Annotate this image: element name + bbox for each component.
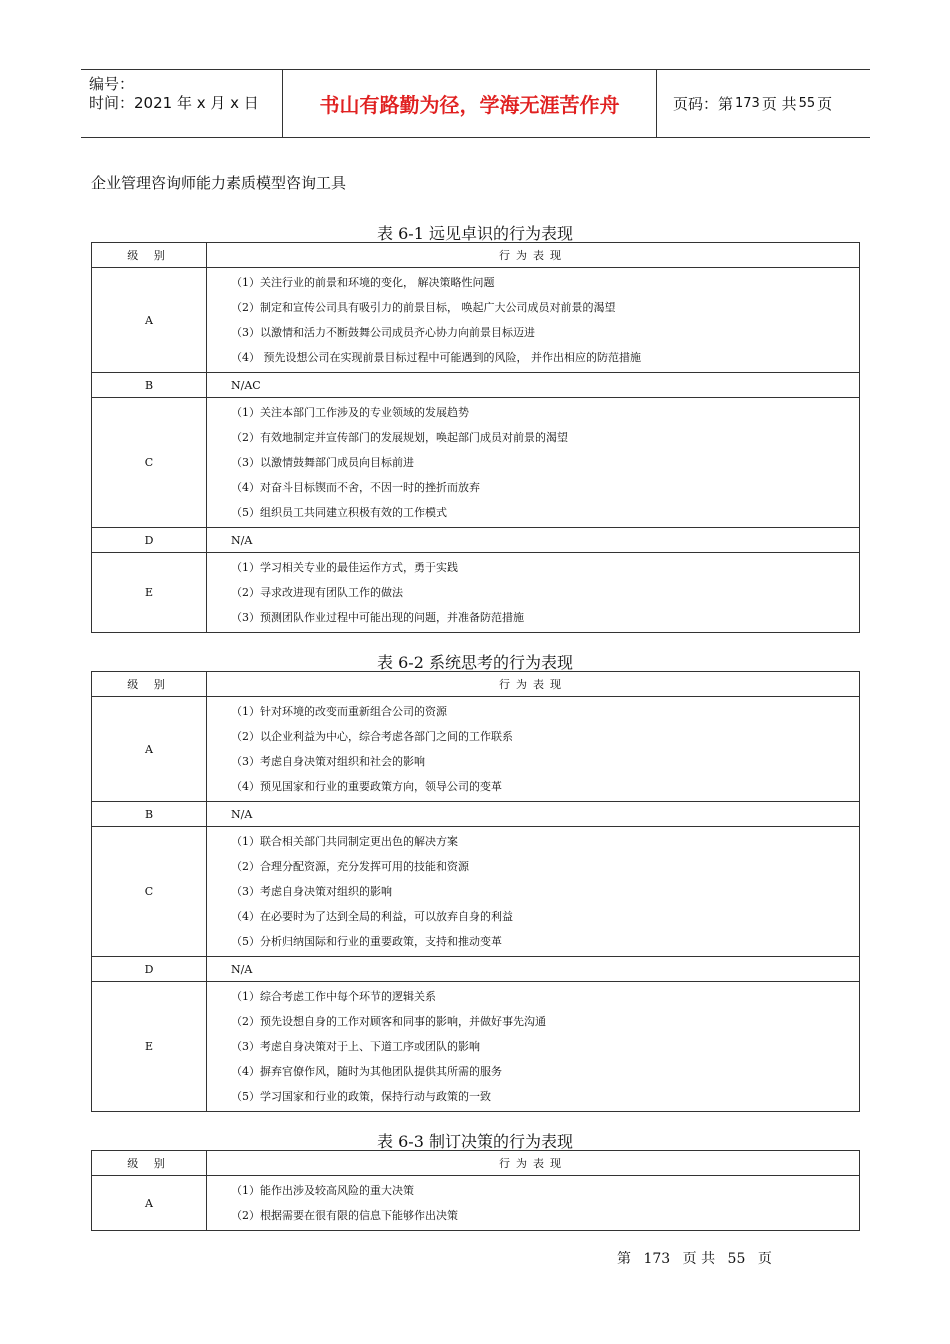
behavior-item: （3）考虑自身决策对组织和社会的影响 xyxy=(231,755,425,768)
behavior-item: （5）学习国家和行业的政策，保持行动与政策的一致 xyxy=(231,1090,491,1103)
behavior-item: （2）预先设想自身的工作对顾客和同事的影响，并做好事先沟通 xyxy=(231,1015,546,1028)
level-column-header: 级 别 xyxy=(92,1151,207,1176)
behavior-item: （1）关注行业的前景和环境的变化， 解决策略性问题 xyxy=(231,276,495,289)
level-column-header: 级 别 xyxy=(92,672,207,697)
behavior-item: （1）关注本部门工作涉及的专业领域的发展趋势 xyxy=(231,406,469,419)
behavior-cell xyxy=(207,268,860,373)
table-row xyxy=(92,398,860,528)
na-cell: N/AC xyxy=(207,373,860,398)
table-title: 表 6-2 系统思考的行为表现 xyxy=(377,653,573,672)
page-indicator xyxy=(665,70,870,137)
table-row xyxy=(92,802,860,827)
level-cell: B xyxy=(92,802,207,827)
table-title: 表 6-3 制订决策的行为表现 xyxy=(377,1132,573,1151)
behavior-cell xyxy=(207,697,860,802)
table-row xyxy=(92,1176,860,1231)
level-cell: C xyxy=(92,398,207,528)
level-cell: D xyxy=(92,528,207,553)
table-row xyxy=(92,528,860,553)
behavior-item: （3）预测团队作业过程中可能出现的问题，并准备防范措施 xyxy=(231,611,524,624)
footer-suffix: 页 xyxy=(757,1251,772,1267)
behavior-column-header: 行为表现 xyxy=(207,243,860,268)
behavior-column-header: 行为表现 xyxy=(207,672,860,697)
table-row xyxy=(92,553,860,633)
level-cell: A xyxy=(92,1176,207,1231)
behavior-table xyxy=(91,671,860,1112)
level-cell: D xyxy=(92,957,207,982)
page-header xyxy=(81,69,870,138)
behavior-cell xyxy=(207,982,860,1112)
behavior-item: （5）组织员工共同建立积极有效的工作模式 xyxy=(231,506,447,519)
behavior-column-header: 行为表现 xyxy=(207,1151,860,1176)
table-row xyxy=(92,268,860,373)
level-cell: B xyxy=(92,373,207,398)
na-cell: N/A xyxy=(207,528,860,553)
table-row xyxy=(92,957,860,982)
behavior-item: （1）联合相关部门共同制定更出色的解决方案 xyxy=(231,835,458,848)
behavior-item: （4）在必要时为了达到全局的利益，可以放弃自身的利益 xyxy=(231,910,513,923)
table-row xyxy=(92,697,860,802)
level-cell: C xyxy=(92,827,207,957)
header-meta xyxy=(81,70,281,137)
level-cell: A xyxy=(92,268,207,373)
table-row xyxy=(92,982,860,1112)
footer-prefix: 第 xyxy=(617,1251,631,1267)
behavior-item: （2）制定和宣传公司具有吸引力的前景目标， 唤起广大公司成员对前景的渴望 xyxy=(231,301,616,314)
table-row xyxy=(92,827,860,957)
behavior-item: （4）摒弃官僚作风，随时为其他团队提供其所需的服务 xyxy=(231,1065,502,1078)
behavior-item: （4）对奋斗目标锲而不舍，不因一时的挫折而放弃 xyxy=(231,481,480,494)
table-title: 表 6-1 远见卓识的行为表现 xyxy=(377,224,573,243)
behavior-item: （2）以企业利益为中心，综合考虑各部门之间的工作联系 xyxy=(231,730,513,743)
page-current: 173 xyxy=(735,96,760,111)
footer-current: 173 xyxy=(643,1251,671,1267)
motto: 书山有路勤为径，学海无涯苦作舟 xyxy=(282,70,657,137)
number-label: 编号： xyxy=(89,75,135,93)
behavior-item: （1）能作出涉及较高风险的重大决策 xyxy=(231,1184,414,1197)
na-cell: N/A xyxy=(207,802,860,827)
behavior-item: （3）以激情鼓舞部门成员向目标前进 xyxy=(231,456,414,469)
behavior-item: （4） 预先设想公司在实现前景目标过程中可能遇到的风险， 并作出相应的防范措施 xyxy=(231,351,641,364)
level-cell: A xyxy=(92,697,207,802)
intro-text: 企业管理咨询师能力素质模型咨询工具 xyxy=(91,174,347,192)
behavior-item: （5）分析归纳国际和行业的重要政策，支持和推动变革 xyxy=(231,935,502,948)
level-column-header: 级 别 xyxy=(92,243,207,268)
time-label: 时间：2021 年 x 月 x 日 xyxy=(89,94,259,112)
level-cell: E xyxy=(92,982,207,1112)
page-total: 55 xyxy=(798,96,816,111)
page-prefix: 页码：第 xyxy=(673,95,734,113)
table-header-row xyxy=(92,672,860,697)
behavior-item: （1）综合考虑工作中每个环节的逻辑关系 xyxy=(231,990,436,1003)
na-cell: N/A xyxy=(207,957,860,982)
behavior-cell xyxy=(207,1176,860,1231)
behavior-item: （2）寻求改进现有团队工作的做法 xyxy=(231,586,403,599)
behavior-item: （2）有效地制定并宣传部门的发展规划，唤起部门成员对前景的渴望 xyxy=(231,431,568,444)
footer-total: 55 xyxy=(727,1251,746,1267)
behavior-item: （2）根据需要在很有限的信息下能够作出决策 xyxy=(231,1209,458,1222)
behavior-table xyxy=(91,242,860,633)
level-cell: E xyxy=(92,553,207,633)
behavior-cell xyxy=(207,827,860,957)
behavior-item: （1）学习相关专业的最佳运作方式，勇于实践 xyxy=(231,561,458,574)
behavior-cell xyxy=(207,553,860,633)
table-row xyxy=(92,373,860,398)
behavior-item: （3）考虑自身决策对于上、下道工序或团队的影响 xyxy=(231,1040,480,1053)
page-suffix: 页 xyxy=(817,95,833,113)
behavior-table xyxy=(91,1150,860,1231)
page-footer xyxy=(617,1248,772,1268)
behavior-item: （4）预见国家和行业的重要政策方向，领导公司的变革 xyxy=(231,780,502,793)
footer-mid: 页 共 xyxy=(682,1251,716,1267)
page-mid: 页 共 xyxy=(761,95,797,113)
table-header-row xyxy=(92,243,860,268)
behavior-item: （3）以激情和活力不断鼓舞公司成员齐心协力向前景目标迈进 xyxy=(231,326,535,339)
behavior-item: （1）针对环境的改变而重新组合公司的资源 xyxy=(231,705,447,718)
behavior-cell xyxy=(207,398,860,528)
behavior-item: （2）合理分配资源，充分发挥可用的技能和资源 xyxy=(231,860,469,873)
table-header-row xyxy=(92,1151,860,1176)
behavior-item: （3）考虑自身决策对组织的影响 xyxy=(231,885,392,898)
